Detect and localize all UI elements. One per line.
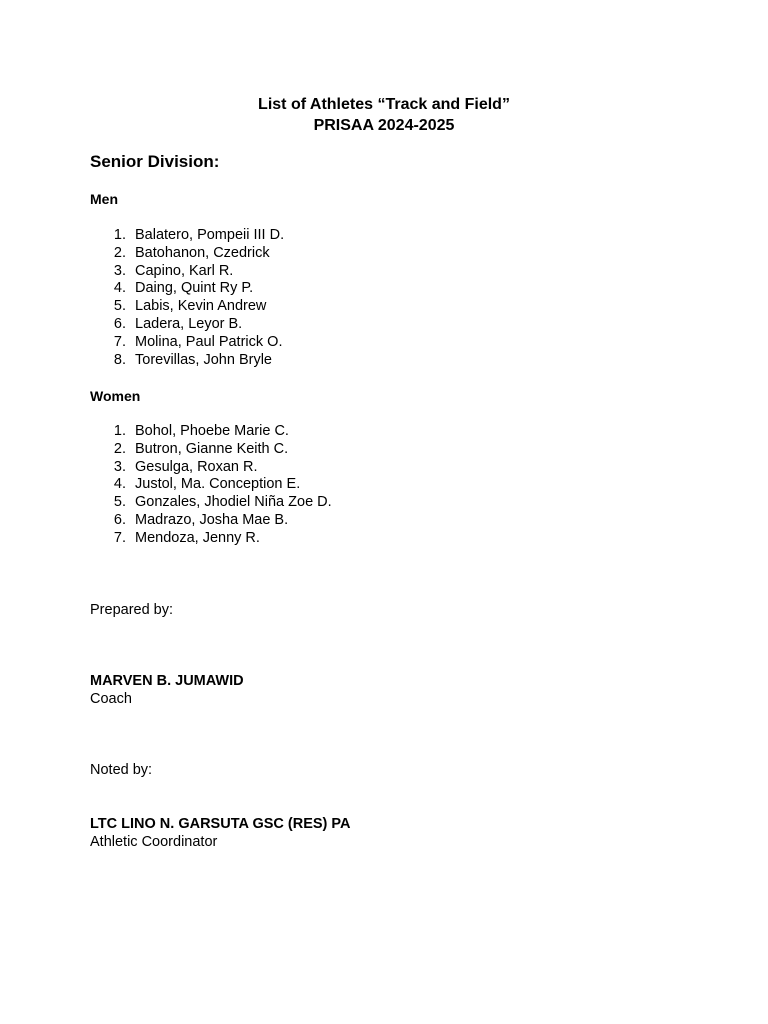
list-item — [90, 530, 590, 548]
document-subtitle: PRISAA 2024-2025 — [313, 117, 455, 134]
document-title: List of Athletes “Track and Field” — [258, 96, 510, 113]
list-item — [90, 494, 590, 512]
athlete-name: Batohanon, Czedrick — [135, 244, 270, 261]
list-item — [90, 280, 590, 298]
prepared-by-label: Prepared by: — [90, 602, 174, 618]
list-item — [90, 423, 590, 441]
list-number: 6. — [113, 511, 126, 528]
athlete-name: Madrazo, Josha Mae B. — [135, 511, 289, 528]
list-number: 4. — [113, 476, 126, 493]
athlete-name: Bohol, Phoebe Marie C. — [135, 423, 289, 439]
prepared-by-role: Coach — [90, 691, 132, 707]
list-number: 3. — [113, 458, 126, 475]
prepared-by-name: MARVEN B. JUMAWID — [90, 673, 244, 689]
athlete-name: Balatero, Pompeii III D. — [135, 227, 285, 243]
list-number: 6. — [113, 315, 126, 332]
men-heading: Men — [90, 191, 118, 207]
list-number: 5. — [113, 494, 126, 511]
division-heading: Senior Division: — [90, 152, 220, 171]
list-number: 2. — [113, 244, 126, 261]
list-item — [90, 316, 590, 334]
athlete-name: Gonzales, Jhodiel Niña Zoe D. — [135, 494, 332, 511]
list-item — [90, 263, 590, 281]
list-item — [90, 441, 590, 459]
list-number: 4. — [113, 280, 126, 297]
list-number: 7. — [113, 333, 126, 350]
list-item — [90, 352, 590, 370]
athlete-name: Gesulga, Roxan R. — [135, 458, 258, 475]
noted-by-role: Athletic Coordinator — [90, 834, 218, 850]
list-number: 8. — [113, 351, 126, 368]
list-item — [90, 512, 590, 530]
list-item — [90, 227, 590, 245]
athlete-name: Ladera, Leyor B. — [135, 315, 243, 332]
list-number: 3. — [113, 262, 126, 279]
athlete-name: Justol, Ma. Conception E. — [135, 476, 301, 493]
athlete-name: Butron, Gianne Keith C. — [135, 440, 289, 457]
list-number: 1. — [113, 227, 126, 243]
men-athlete-list — [90, 227, 590, 369]
athlete-name: Mendoza, Jenny R. — [135, 529, 260, 546]
list-number: 2. — [113, 440, 126, 457]
list-number: 1. — [113, 423, 126, 439]
noted-by-name: LTC LINO N. GARSUTA GSC (RES) PA — [90, 816, 351, 832]
women-athlete-list — [90, 423, 590, 548]
athlete-name: Molina, Paul Patrick O. — [135, 333, 283, 350]
athlete-name: Daing, Quint Ry P. — [135, 280, 254, 297]
list-number: 5. — [113, 298, 126, 315]
list-item — [90, 245, 590, 263]
athlete-name: Capino, Karl R. — [135, 262, 234, 279]
list-item — [90, 334, 590, 352]
list-number: 7. — [113, 529, 126, 546]
list-item — [90, 459, 590, 477]
list-item — [90, 298, 590, 316]
athlete-name: Torevillas, John Bryle — [135, 351, 272, 368]
noted-by-label: Noted by: — [90, 762, 153, 778]
women-heading: Women — [90, 388, 141, 404]
athlete-name: Labis, Kevin Andrew — [135, 298, 267, 315]
list-item — [90, 476, 590, 494]
